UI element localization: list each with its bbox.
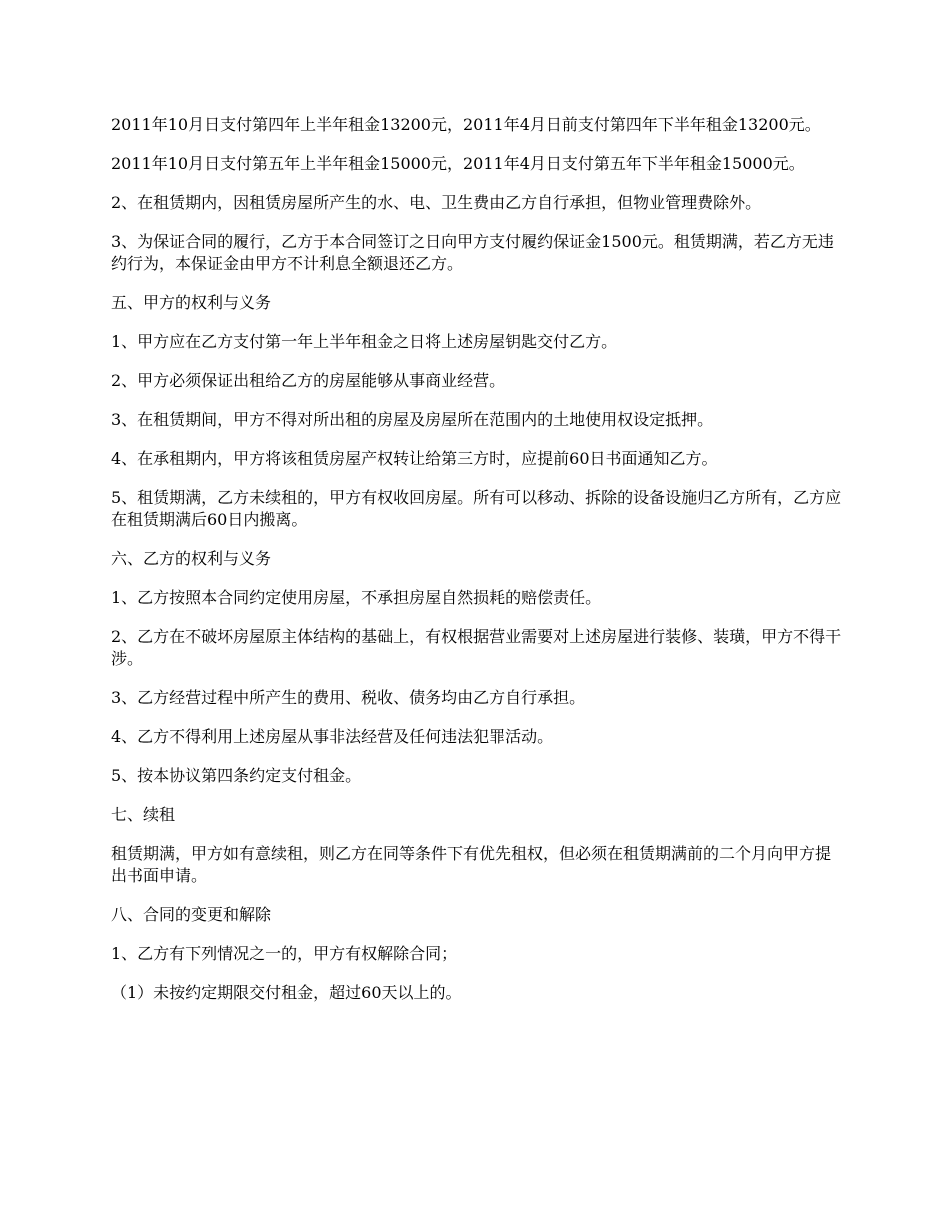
paragraph-party-a-item-4: 4、在承租期内，甲方将该租赁房屋产权转让给第三方时，应提前60日书面通知乙方。 xyxy=(111,449,718,468)
section-heading-renewal: 七、续租 xyxy=(111,805,176,824)
paragraph-party-a-item-5: 5、租赁期满，乙方未续租的，甲方有权收回房屋。所有可以移动、拆除的设备设施归乙方所有，乙方应在租赁期满后60日内搬离。 xyxy=(111,488,842,529)
paragraph-termination-item-1: 1、乙方有下列情况之一的，甲方有权解除合同； xyxy=(111,944,458,963)
paragraph-deposit: 3、为保证合同的履行，乙方于本合同签订之日向甲方支付履约保证金1500元。租赁期满，若乙方无违约行为，本保证金由甲方不计利息全额退还乙方。 xyxy=(111,232,834,273)
paragraph-party-b-item-4: 4、乙方不得利用上述房屋从事非法经营及任何违法犯罪活动。 xyxy=(111,727,554,746)
section-heading-party-b: 六、乙方的权利与义务 xyxy=(111,549,272,568)
paragraph-rent-year-four: 2011年10月日支付第四年上半年租金13200元，2011年4月日前支付第四年下半年租金13200元。 xyxy=(111,115,821,134)
paragraph-party-b-item-2: 2、乙方在不破坏房屋原主体结构的基础上，有权根据营业需要对上述房屋进行装修、装璜，甲方不得干涉。 xyxy=(111,627,842,668)
paragraph-party-b-item-5: 5、按本协议第四条约定支付租金。 xyxy=(111,766,362,785)
paragraph-party-a-item-2: 2、甲方必须保证出租给乙方的房屋能够从事商业经营。 xyxy=(111,371,506,390)
section-heading-party-a: 五、甲方的权利与义务 xyxy=(111,293,272,312)
section-heading-termination: 八、合同的变更和解除 xyxy=(111,905,272,924)
document-body xyxy=(111,114,846,1021)
paragraph-utilities: 2、在租赁期内，因租赁房屋所产生的水、电、卫生费由乙方自行承担，但物业管理费除外。 xyxy=(111,193,762,212)
paragraph-party-a-item-1: 1、甲方应在乙方支付第一年上半年租金之日将上述房屋钥匙交付乙方。 xyxy=(111,332,618,351)
paragraph-party-b-item-3: 3、乙方经营过程中所产生的费用、税收、债务均由乙方自行承担。 xyxy=(111,688,586,707)
paragraph-party-b-item-1: 1、乙方按照本合同约定使用房屋，不承担房屋自然损耗的赔偿责任。 xyxy=(111,588,602,607)
paragraph-party-a-item-3: 3、在租赁期间，甲方不得对所出租的房屋及房屋所在范围内的土地使用权设定抵押。 xyxy=(111,410,714,429)
paragraph-termination-subitem-1: （1）未按约定期限交付租金，超过60天以上的。 xyxy=(111,983,462,1002)
paragraph-renewal: 租赁期满，甲方如有意续租，则乙方在同等条件下有优先租权，但必须在租赁期满前的二个月向甲方提出书面申请。 xyxy=(111,844,832,885)
paragraph-rent-year-five: 2011年10月日支付第五年上半年租金15000元，2011年4月日支付第五年下半年租金15000元。 xyxy=(111,154,805,173)
